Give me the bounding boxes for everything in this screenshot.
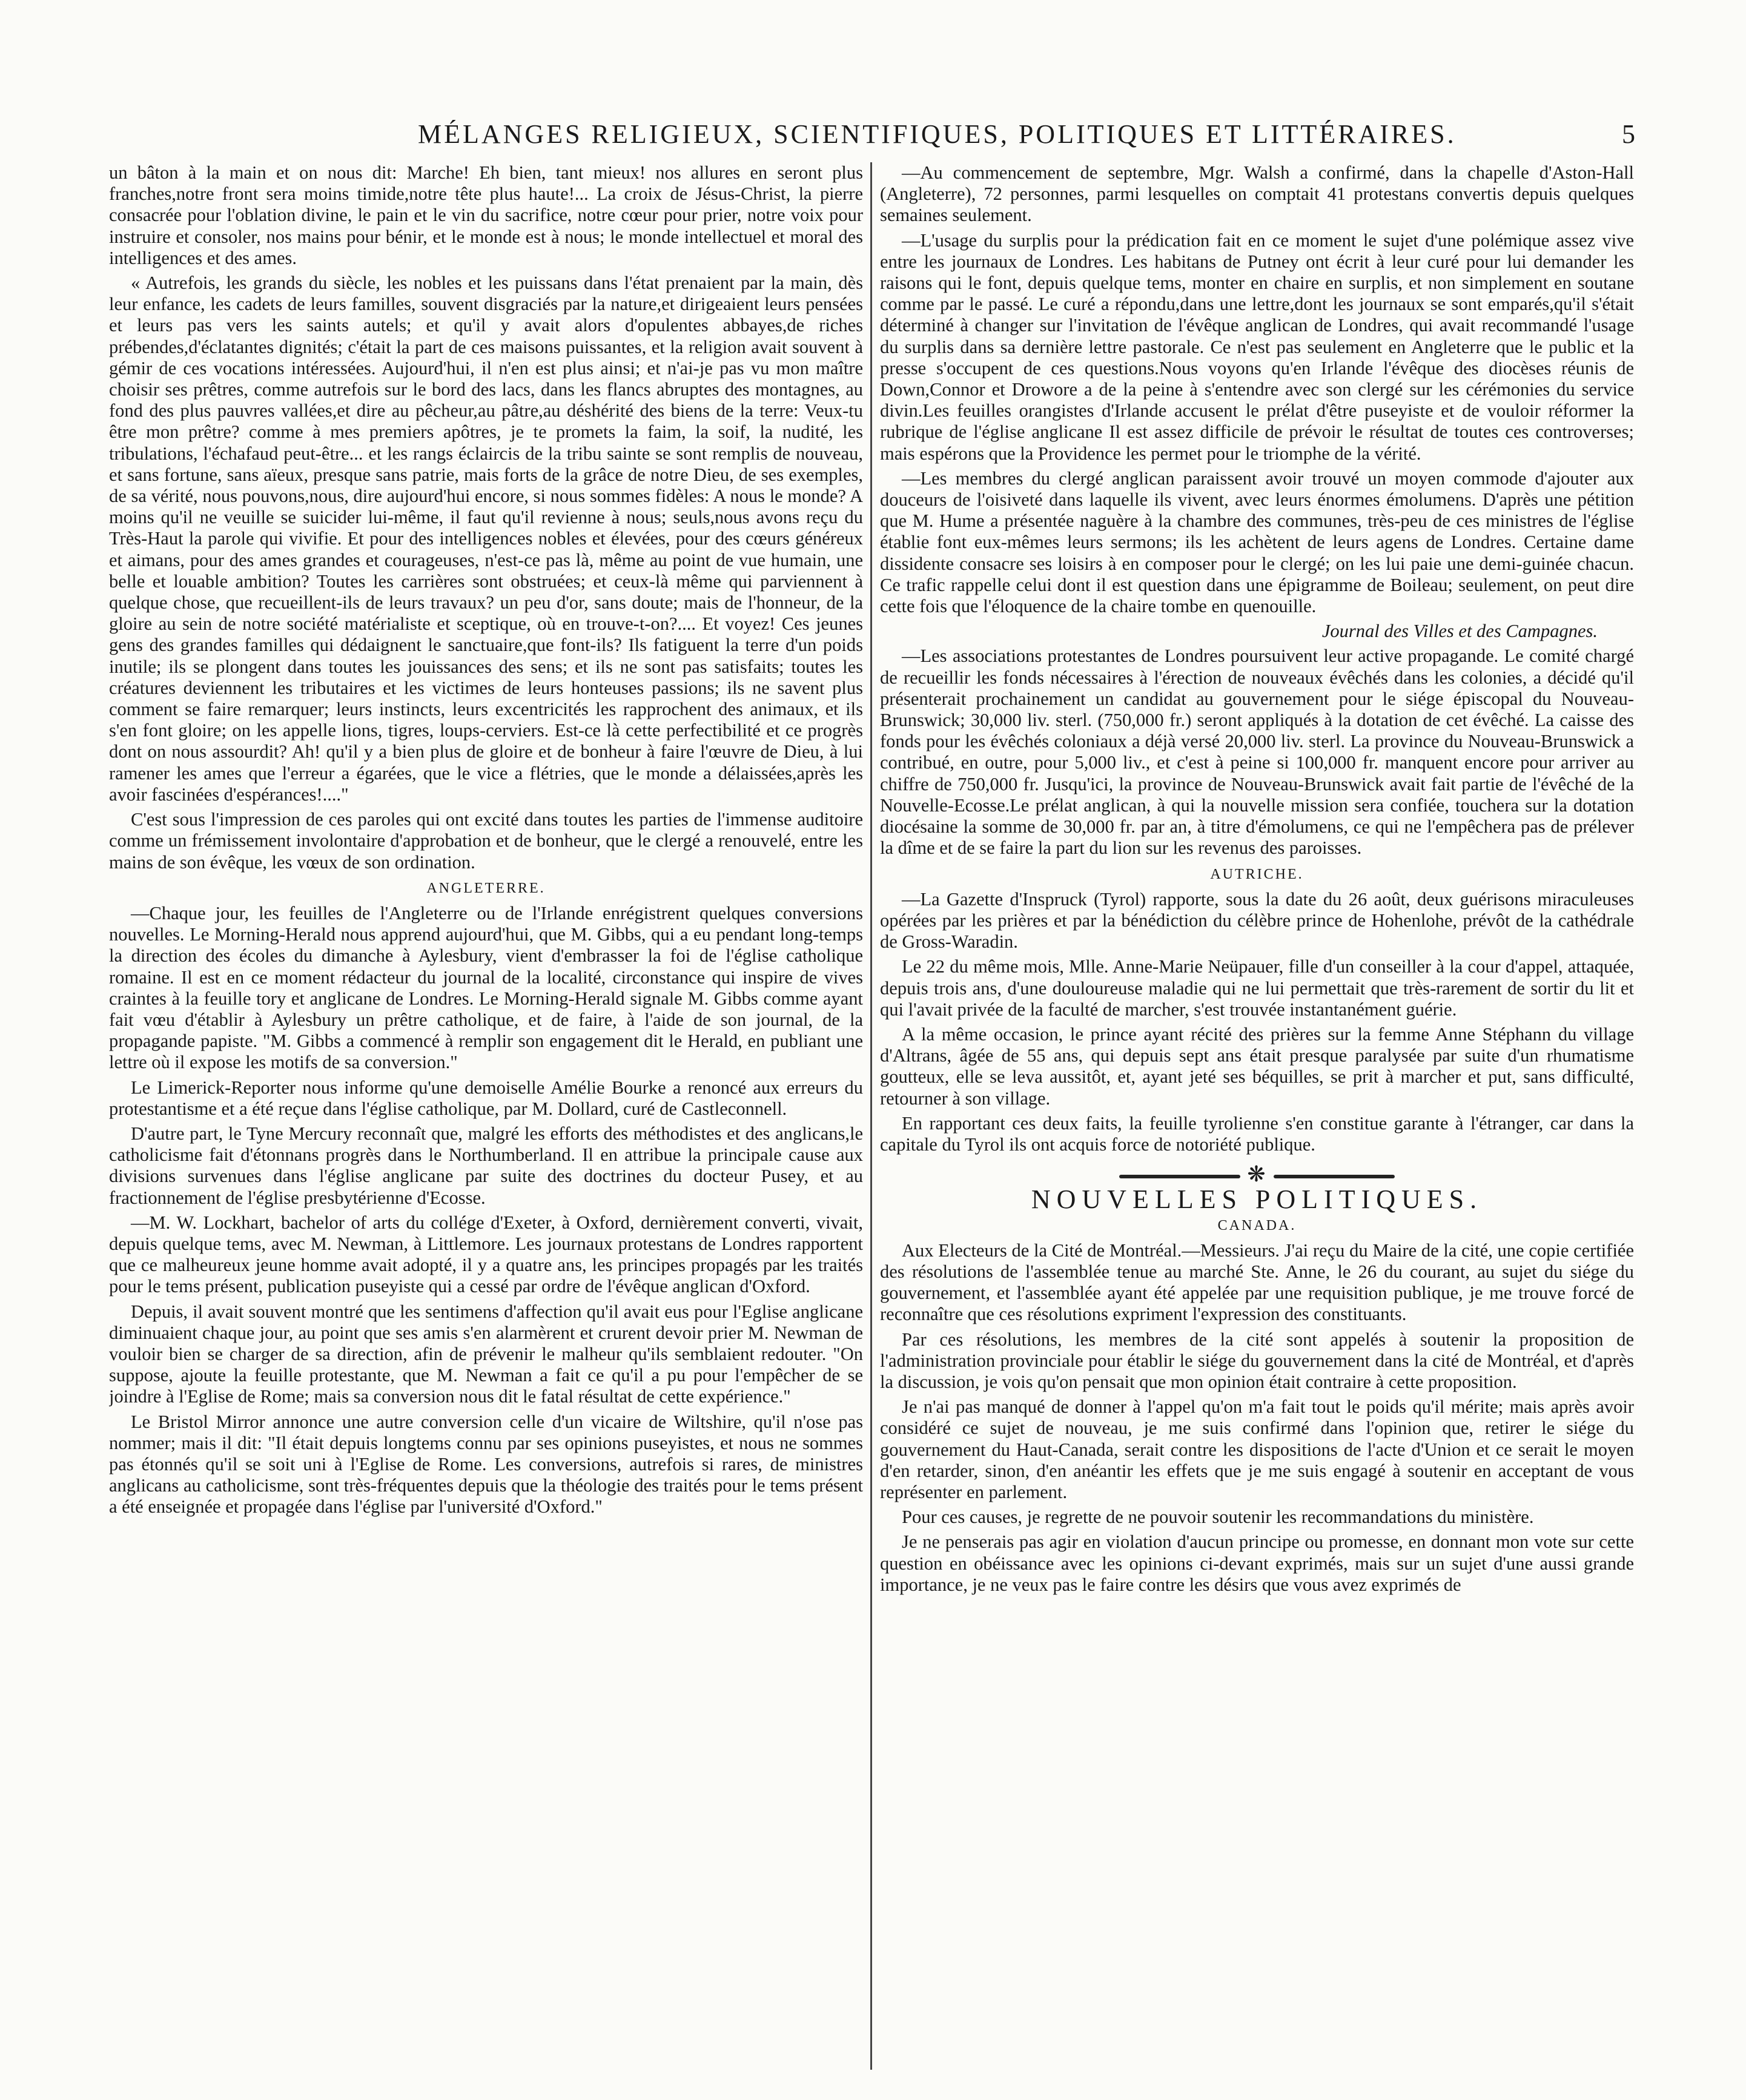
paragraph: Par ces résolutions, les membres de la cité sont appelés à soutenir la proposition de l'administration provinciale pour établir le siége du gouvernement dans la cité de Montréal, et d'après la discussion, je vois qu'on pensait que mon opinion était contraire à cette proposition. bbox=[880, 1329, 1634, 1392]
page-number: 5 bbox=[1622, 119, 1635, 149]
paragraph: —L'usage du surplis pour la prédication fait en ce moment le sujet d'une polémique assez vive entre les journaux de Londres. Les habitans de Putney ont écrit à leur curé pour lui demander les raisons qui le font, depuis quelque tems, monter en chaire en surplis, et non simplement en soutane comme par le passé. Le curé a répondu,dans une lettre,dont les journaux se sont emparés,qu'il s'était déterminé à changer sur l'invitation de l'évêque anglican de Londres, qui avait recommandé l'usage du surplis dans sa dernière lettre pastorale. Ce n'est pas seulement en Angleterre que le public et la presse s'occupent de ces questions.Nous voyons qu'en Irlande l'évêque des diocèses réunis de Down,Connor et Drowore a de la peine à s'entendre avec son clergé sur les cérémonies du service divin.Les feuilles orangistes d'Irlande accusent le prélat d'être puseyiste et de vouloir réformer la rubrique de l'église anglicane Il est assez difficile de prévoir le résultat de toutes ces controverses; mais espérons que la Providence les permet pour le triomphe de la vérité. bbox=[880, 229, 1634, 464]
paragraph: D'autre part, le Tyne Mercury reconnaît que, malgré les efforts des méthodistes et des anglicans,le catholicisme fait d'étonnans progrès dans le Northumberland. Il en attribue la principale cause aux divisions survenues dans l'église anglicane par suite des doctrines du docteur Pusey, et au fractionnement de l'église presbytérienne d'Ecosse. bbox=[109, 1123, 863, 1208]
paragraph: Depuis, il avait souvent montré que les sentimens d'affection qu'il avait eus pour l'Eglise anglicane diminuaient chaque jour, au point que ses amis s'en alarmèrent et crurent devoir prier M. Newman de vouloir bien se charger de sa direction, afin de prévenir le malheur qu'ils semblaient redouter. "On suppose, ajoute la feuille protestante, que M. Newman a fait ce qu'il a pu pour l'empêcher de se joindre à l'Eglise de Rome; mais sa conversion nous dit le fatal résultat de cette expérience." bbox=[109, 1301, 863, 1407]
section-heading-angleterre: ANGLETERRE. bbox=[426, 880, 546, 896]
paragraph: —Les associations protestantes de Londres poursuivent leur active propagande. Le comité chargé de recueillir les fonds nécessaires à l'érection de nouveaux évêchés dans les colonies, a décidé qu'il présenterait prochainement un candidat au gouvernement pour le siége épiscopal du Nouveau-Brunswick; 30,000 liv. sterl. (750,000 fr.) seront appliqués à la dotation de cet évêché. La caisse des fonds pour les évêchés coloniaux a déjà versé 20,000 liv. sterl. La province du Nouveau-Brunswick a contribué, en outre, pour 5,000 liv., et c'est à peine si 100,000 fr. manquent encore pour arriver au chiffre de 750,000 fr. Jusqu'ici, la province de Nouveau-Brunswick avait fait partie de l'évêché de la Nouvelle-Ecosse.Le prélat anglican, à qui la nouvelle mission sera confiée, touchera sur la dotation diocésaine la somme de 30,000 fr. par an, à titre d'émolumens, ce qui ne l'empêchera pas de prélever la dîme et de se faire la part du lion sur les revenus des paroisses. bbox=[880, 646, 1634, 859]
paragraph: « Autrefois, les grands du siècle, les nobles et les puissans dans l'état prenaient par la main, dès leur enfance, les cadets de leurs familles, souvent disgraciés par la nature,et dirigeaient leurs pensées et leurs pas vers les saints autels; et qu'il y avait alors d'opulentes abbayes,de riches prébendes,d'éclatantes dignités; c'était la part de ces maisons puissantes, et la religion avait souvent à gémir de ces vocations intéressées. Aujourd'hui, il n'en est plus ainsi; et n'ai-je pas vu mon maître choisir ses prêtres, comme autrefois sur le bord des lacs, dans les flancs abruptes des montagnes, au fond des plus pauvres vallées,et dire au pêcheur,au pâtre,au déshérité des biens de la terre: Veux-tu être mon prêtre? comme à mes premiers apôtres, je te promets la faim, la soif, la nudité, les tribulations, l'échafaud peut-être... et les rangs éclaircis de la tribu sainte se sont remplis de nouveau, et sans fortune, sans aïeux, presque sans patrie, mais forts de la grâce de notre Dieu, de ses exemples, de sa vérité, nous pouvons,nous, dire aujourd'hui encore, si nous sommes fidèles: A nous le monde? A moins qu'il ne veuille se suicider lui-même, il faut qu'il revienne à nous; seuls,nous avons reçu du Très-Haut la parole qui vivifie. Et pour des intelligences nobles et élevées, pour des cœurs généreux et aimans, pour des ames grandes et courageuses, n'est-ce pas là, même au point de vue humain, une belle et louable ambition? Toutes les carrières sont obstruées; et ceux-là même qui parviennent à quelque chose, que recueillent-ils de leurs travaux? un peu d'or, sans doute; mais de l'honneur, de la gloire au sein de notre société matérialiste et sceptique, où en trouve-t-on?.... Et voyez! Ces jeunes gens des grandes familles qui dédaignent le sanctuaire,que font-ils? Ils fatiguent la terre d'un poids inutile; ils se plongent dans toutes les jouissances des sens; et ils ne sont pas satisfaits; toutes les créatures deviennent les tributaires et les victimes de leurs honteuses passions; ils ne savent plus comment se faire remarquer; leurs instincts, leurs excentricités les rapprochent des animaux, et ils s'en font gloire; on les appelle lions, tigres, loups-cerviers. Est-ce là cette perfectibilité et ce progrès dont on nous assourdit? Ah! qu'il y a bien plus de gloire et de bonheur à faire l'œuvre de Dieu, à lui ramener les ames que l'erreur a égarées, que le vice a flétries, que le monde a délaissées,après les avoir fascinées d'espérances!...." bbox=[109, 272, 863, 805]
paragraph: —La Gazette d'Inspruck (Tyrol) rapporte, sous la date du 26 août, deux guérisons miraculeuses opérées par les prières et par la bénédiction du célèbre prince de Hohenlohe, prévôt de la cathédrale de Gross-Waradin. bbox=[880, 888, 1634, 953]
paragraph: C'est sous l'impression de ces paroles qui ont excité dans toutes les parties de l'immense auditoire comme un frémissement involontaire d'approbation et de bonheur, que le clergé a renouvelé, entre les mains de son évêque, les vœux de son ordination. bbox=[109, 809, 863, 873]
section-heading-canada: CANADA. bbox=[1217, 1217, 1297, 1233]
paragraph: Le Bristol Mirror annonce une autre conversion celle d'un vicaire de Wiltshire, qu'il n'ose pas nommer; mais il dit: "Il était depuis longtems connu par ses opinions puseyistes, et nous ne sommes pas étonnés qu'il se soit uni à l'Eglise de Rome. Les conversions, autrefois si rares, de ministres anglicans au catholicisme, sont très-fréquentes depuis que la théologie des traités pour le tems présent a été enseignée et propagée dans l'église par l'université d'Oxford." bbox=[109, 1411, 863, 1517]
paragraph: un bâton à la main et on nous dit: Marche! Eh bien, tant mieux! nos allures en seront plus franches,notre front sera moins timide,notre tête plus haute!... La croix de Jésus-Christ, la pierre consacrée pour l'oblation divine, le pain et le vin du sacrifice, notre cœur pour prier, notre voix pour instruire et consoler, nos mains pour bénir, et le monde est à nous; le monde intellectuel et moral des intelligences et des ames. bbox=[109, 162, 863, 268]
column-divider bbox=[870, 162, 872, 2070]
ornament-bar-right bbox=[1274, 1175, 1395, 1178]
running-header bbox=[109, 119, 1635, 155]
right-column bbox=[880, 162, 1634, 2076]
paragraph: Aux Electeurs de la Cité de Montréal.—Messieurs. J'ai reçu du Maire de la cité, une copie certifiée des résolutions de l'assemblée tenue au marché Ste. Anne, le 26 du courant, au sujet du siége du gouvernement, et l'assemblée ayant été appelée par une requisition publique, je me trouve forcé de reconnaître que ces résolutions expriment l'expression des constituants. bbox=[880, 1240, 1634, 1325]
source-attribution: Journal des Villes et des Campagnes. bbox=[1321, 621, 1598, 642]
ornament-flourish-icon: ❋ bbox=[1247, 1162, 1267, 1187]
paragraph: Je n'ai pas manqué de donner à l'appel qu'on m'a fait tout le poids qu'il mérite; mais après avoir considéré ce sujet de nouveau, je me suis confirmé dans l'opinion que, retirer le siége du gouvernement du Haut-Canada, serait contre les dispositions de l'acte d'Union et ce serait le moyen d'en retarder, sinon, d'en anéantir les effets que je me suis engagé à soutenir en acceptant de vous représenter en parlement. bbox=[880, 1396, 1634, 1502]
section-title-nouvelles-politiques: NOUVELLES POLITIQUES. bbox=[1031, 1184, 1483, 1215]
paragraph: Le 22 du même mois, Mlle. Anne-Marie Neüpauer, fille d'un conseiller à la cour d'appel, attaquée, depuis trois ans, d'une douloureuse maladie qui ne lui permettait que très-rarement de sortir du lit et qui l'avait privée de la faculté de marcher, s'est trouvée instantanément guérie. bbox=[880, 956, 1634, 1020]
paragraph: Je ne penserais pas agir en violation d'aucun principe ou promesse, en donnant mon vote sur cette question en obéissance avec les opinions ci-devant exprimés, mais sur un sujet d'une aussi grande importance, je ne veux pas le faire contre les désirs que vous avez exprimés de bbox=[880, 1531, 1634, 1595]
paragraph: —Chaque jour, les feuilles de l'Angleterre ou de l'Irlande enrégistrent quelques conversions nouvelles. Le Morning-Herald nous apprend aujourd'hui, que M. Gibbs, qui a eu pendant long-temps la direction des écoles du dimanche à Aylesbury, vient d'embrasser la foi de l'église catholique romaine. Il est en ce moment rédacteur du journal de la localité, circonstance qui inspire de vives craintes à la feuille tory et anglicane de Londres. Le Morning-Herald signale M. Gibbs comme ayant fait vœu d'établir à Aylesbury un prêtre catholique, et de faire, à l'aide de son journal, de la propagande papiste. "M. Gibbs a commencé à remplir son engagement dit le Herald, en publiant une lettre où il expose les motifs de sa conversion." bbox=[109, 902, 863, 1073]
paragraph: En rapportant ces deux faits, la feuille tyrolienne s'en constitue garante à l'étranger, car dans la capitale du Tyrol ils ont acquis force de notoriété publique. bbox=[880, 1112, 1634, 1155]
paragraph: —Les membres du clergé anglican paraissent avoir trouvé un moyen commode d'ajouter aux douceurs de l'oisiveté dans laquelle ils vivent, avec leurs énormes émolumens. D'après une pétition que M. Hume a présentée naguère à la chambre des communes, très-peu de ces ministres de l'église établie font eux-mêmes leurs sermons; ils les achètent de leurs agens de Londres. Certaine dame dissidente consacre ses loisirs à en composer pour le clergé; on les lui paie une demi-guinée chacun. Ce trafic rappelle celui dont il est question dans une épigramme de Boileau; seulement, on peut dire cette fois que l'éloquence de la chaire tombe en quenouille. bbox=[880, 467, 1634, 617]
paragraph: Le Limerick-Reporter nous informe qu'une demoiselle Amélie Bourke a renoncé aux erreurs du protestantisme et a été reçue dans l'église catholique, par M. Dollard, curé de Castleconnell. bbox=[109, 1077, 863, 1119]
ornament-bar-left bbox=[1119, 1175, 1240, 1178]
section-heading-autriche: AUTRICHE. bbox=[1210, 866, 1304, 882]
page-title: MÉLANGES RELIGIEUX, SCIENTIFIQUES, POLITIQUES ET LITTÉRAIRES. bbox=[418, 119, 1457, 149]
decorative-ornament bbox=[880, 1164, 1634, 1185]
paragraph: —Au commencement de septembre, Mgr. Walsh a confirmé, dans la chapelle d'Aston-Hall (Angleterre), 72 personnes, parmi lesquelles on comptait 41 protestans convertis depuis quelques semaines seulement. bbox=[880, 162, 1634, 226]
paragraph: —M. W. Lockhart, bachelor of arts du collége d'Exeter, à Oxford, dernièrement converti, vivait, depuis quelque tems, avec M. Newman, à Littlemore. Les journaux protestans de Londres rapportent que ce malheureux jeune homme avait adopté, il y a quatre ans, les principes propagés par les traités pour le tems présent, publication puseyiste qui a cessé par ordre de l'évêque anglican d'Oxford. bbox=[109, 1212, 863, 1297]
paragraph: Pour ces causes, je regrette de ne pouvoir soutenir les recommandations du ministère. bbox=[902, 1507, 1534, 1528]
paragraph: A la même occasion, le prince ayant récité des prières sur la femme Anne Stéphann du village d'Altrans, âgée de 55 ans, qui depuis sept ans était presque paralysée par suite d'un rhumatisme goutteux, elle se leva aussitôt, et, ayant jeté ses béquilles, se prit à marcher et put, sans difficulté, retourner à son village. bbox=[880, 1023, 1634, 1109]
left-column bbox=[109, 162, 863, 2076]
